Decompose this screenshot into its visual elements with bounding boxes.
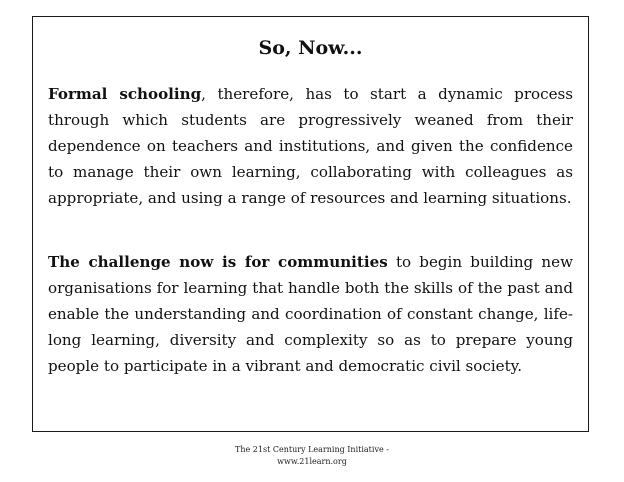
footer-line-website: www.21learn.org: [277, 457, 347, 466]
footer-line-organization: The 21st Century Learning Initiative -: [235, 445, 389, 454]
paragraph-lead: The challenge now is for communities: [48, 253, 388, 271]
paragraph-formal-schooling: [48, 81, 573, 211]
paragraph-body: to begin building new organisations for learning that handle both the skills of the past and enable the understanding and coordination of constant change, life-long learning, diversity and complexity so as to prepare young people to participate in a vibrant and democratic civil society.: [48, 253, 573, 375]
slide-content-box: [32, 16, 589, 432]
slide-title: So, Now...: [258, 37, 363, 59]
paragraph-lead: Formal schooling: [48, 85, 202, 103]
paragraph-challenge: [48, 249, 573, 379]
paragraph-body: , therefore, has to start a dynamic process through which students are progressively weaned from their dependence on teachers and institutions, and given the confidence to manage their own learning, collaborating with colleagues as appropriate, and using a range of resources and learning situations.: [48, 85, 573, 207]
footer-credit: [0, 444, 624, 468]
